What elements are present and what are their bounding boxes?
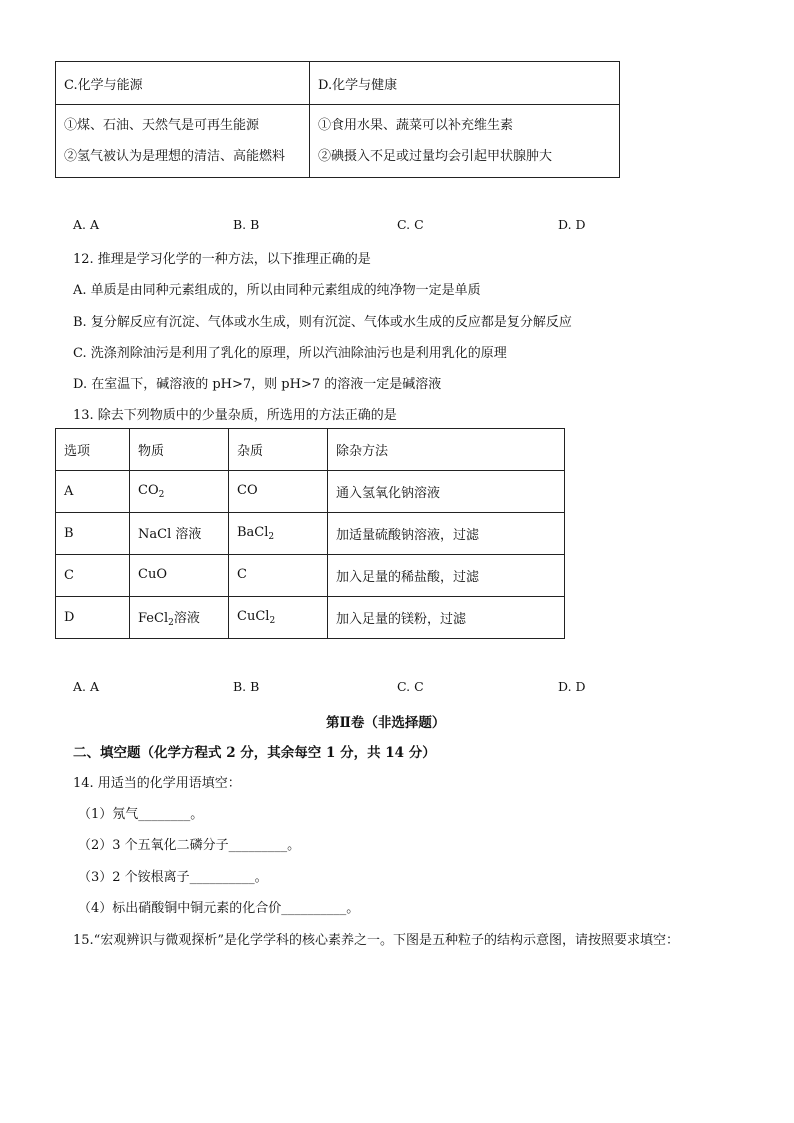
q13-option-c: C. C — [397, 679, 424, 694]
q11-option-a: A. A — [73, 217, 100, 232]
q13-row-method: 加入足量的镁粉，过滤 — [328, 597, 565, 639]
q13-row-option: A — [56, 471, 130, 513]
q13-row-impurity: CO — [229, 471, 328, 513]
table1-c-line: ②氢气被认为是理想的清洁、高能燃料 — [64, 149, 286, 164]
q13-row-method: 通入氢氧化钠溶液 — [328, 471, 565, 513]
q13-header-impurity: 杂质 — [229, 429, 328, 471]
q13-row-substance: FeCl$_2$溶液 — [130, 597, 229, 639]
q13-row-substance: CuO — [130, 555, 229, 597]
q14-item-4: （4）标出硝酸铜中铜元素的化合价__________。 — [78, 901, 360, 916]
table-row — [56, 513, 565, 555]
table1-d-line: ①食用水果、蔬菜可以补充维生素 — [318, 118, 514, 133]
q12-stem: 12. 推理是学习化学的一种方法，以下推理正确的是 — [73, 252, 371, 267]
q13-row-option: C — [56, 555, 130, 597]
q13-row-option: D — [56, 597, 130, 639]
q13-header-option: 选项 — [56, 429, 130, 471]
q11-option-c: C. C — [397, 217, 424, 232]
q13-row-substance: NaCl 溶液 — [130, 513, 229, 555]
q13-row-impurity: C — [229, 555, 328, 597]
table-row — [56, 555, 565, 597]
q13-option-d: D. D — [558, 679, 586, 694]
q14-item-2: （2）3 个五氧化二磷分子_________。 — [78, 838, 301, 853]
fill-in-section-title: 二、填空题（化学方程式 2 分，其余每空 1 分，共 14 分） — [73, 745, 436, 761]
table-row — [56, 471, 565, 513]
q13-row-substance: $CO_2$ — [130, 471, 229, 513]
energy-health-table — [55, 61, 620, 178]
q12-option-d: D. 在室温下，碱溶液的 pH>7，则 pH>7 的溶液一定是碱溶液 — [73, 377, 442, 392]
table1-d-line: ②碘摄入不足或过量均会引起甲状腺肿大 — [318, 149, 553, 164]
q13-header-method: 除杂方法 — [328, 429, 565, 471]
q13-option-b: B. B — [233, 679, 260, 694]
q14-item-1: （1）氖气________。 — [78, 807, 204, 822]
q13-stem: 13. 除去下列物质中的少量杂质，所选用的方法正确的是 — [73, 408, 397, 423]
q13-row-option: B — [56, 513, 130, 555]
table1-d-body — [310, 105, 620, 178]
section2-title: 第Ⅱ卷（非选择题） — [326, 715, 446, 731]
q14-item-3: （3）2 个铵根离子__________。 — [78, 870, 268, 885]
table1-c-body — [56, 105, 310, 178]
q13-row-impurity: CuCl$_2$ — [229, 597, 328, 639]
table1-d-header: D.化学与健康 — [310, 62, 620, 105]
table1-c-line: ①煤、石油、天然气是可再生能源 — [64, 118, 260, 133]
q15-stem: 15.“宏观辨识与微观探析”是化学学科的核心素养之一。下图是五种粒子的结构示意图，请按照要求填空： — [73, 933, 679, 948]
q14-stem: 14. 用适当的化学用语填空： — [73, 776, 241, 791]
q12-option-b: B. 复分解反应有沉淀、气体或水生成，则有沉淀、气体或水生成的反应都是复分解反应 — [73, 315, 572, 330]
q13-header-substance: 物质 — [130, 429, 229, 471]
q11-option-d: D. D — [558, 217, 586, 232]
table1-c-header: C.化学与能源 — [56, 62, 310, 105]
q12-option-c: C. 洗涤剂除油污是利用了乳化的原理，所以汽油除油污也是利用乳化的原理 — [73, 346, 507, 361]
q12-option-a: A. 单质是由同种元素组成的，所以由同种元素组成的纯净物一定是单质 — [73, 283, 481, 298]
q13-row-impurity: BaCl$_2$ — [229, 513, 328, 555]
q13-row-method: 加适量硫酸钠溶液，过滤 — [328, 513, 565, 555]
q11-option-b: B. B — [233, 217, 260, 232]
table-row — [56, 597, 565, 639]
q13-option-a: A. A — [73, 679, 100, 694]
q13-row-method: 加入足量的稀盐酸，过滤 — [328, 555, 565, 597]
q13-table — [55, 428, 565, 639]
